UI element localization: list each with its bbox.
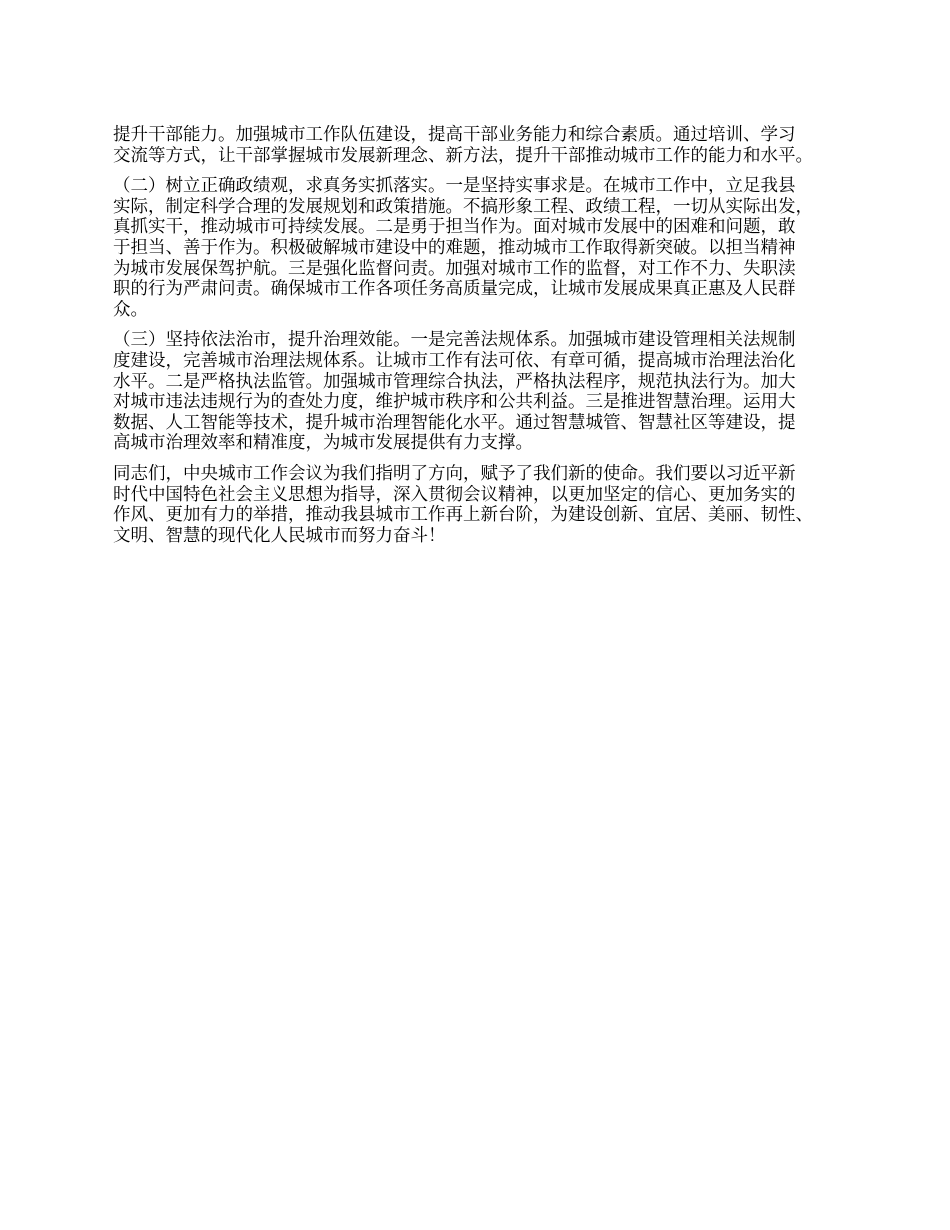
text-line: 同志们，中央城市工作会议为我们指明了方向，赋予了我们新的使命。我们要以习近平新 [113, 463, 796, 484]
text-line: 对城市违法违规行为的查处力度，维护城市秩序和公共利益。三是推进智慧治理。运用大 [113, 392, 796, 413]
text-line: 职的行为严肃问责。确保城市工作各项任务高质量完成，让城市发展成果真正惠及人民群 [113, 279, 796, 300]
paragraph-cadre-ability [113, 125, 848, 166]
text-line: 众。 [113, 299, 148, 320]
text-line: 时代中国特色社会主义思想为指导，深入贯彻会议精神，以更加坚定的信心、更加务实的 [113, 484, 796, 505]
text-line: 于担当、善于作为。积极破解城市建设中的难题，推动城市工作取得新突破。以担当精神 [113, 237, 796, 258]
text-line: 数据、人工智能等技术，提升城市治理智能化水平。通过智慧城管、智慧社区等建设，提 [113, 412, 796, 433]
text-line: 为城市发展保驾护航。三是强化监督问责。加强对城市工作的监督，对工作不力、失职渎 [113, 258, 796, 279]
text-line: 高城市治理效率和精准度，为城市发展提供有力支撑。 [113, 433, 533, 454]
paragraph-performance-view [113, 176, 848, 320]
document-body [113, 125, 848, 556]
paragraph-rule-of-law [113, 330, 848, 454]
text-line: 作风、更加有力的举措，推动我县城市工作再上新台阶，为建设创新、宜居、美丽、韧性、 [113, 505, 813, 526]
text-line: 度建设，完善城市治理法规体系。让城市工作有法可依、有章可循，提高城市治理法治化 [113, 350, 796, 371]
text-line: 提升干部能力。加强城市工作队伍建设，提高干部业务能力和综合素质。通过培训、学习 [113, 125, 796, 145]
text-line: （二）树立正确政绩观，求真务实抓落实。一是坚持实事求是。在城市工作中，立足我县 [113, 176, 796, 197]
text-line: 真抓实干，推动城市可持续发展。二是勇于担当作为。面对城市发展中的困难和问题，敢 [113, 217, 796, 238]
text-line: 实际，制定科学合理的发展规划和政策措施。不搞形象工程、政绩工程，一切从实际出发， [113, 196, 813, 217]
text-line: （三）坚持依法治市，提升治理效能。一是完善法规体系。加强城市建设管理相关法规制 [113, 330, 796, 351]
text-line: 交流等方式，让干部掌握城市发展新理念、新方法，提升干部推动城市工作的能力和水平。 [113, 145, 813, 166]
text-line: 文明、智慧的现代化人民城市而努力奋斗！ [113, 525, 446, 546]
text-line: 水平。二是严格执法监管。加强城市管理综合执法，严格执法程序，规范执法行为。加大 [113, 371, 796, 392]
paragraph-closing-remarks [113, 464, 848, 546]
